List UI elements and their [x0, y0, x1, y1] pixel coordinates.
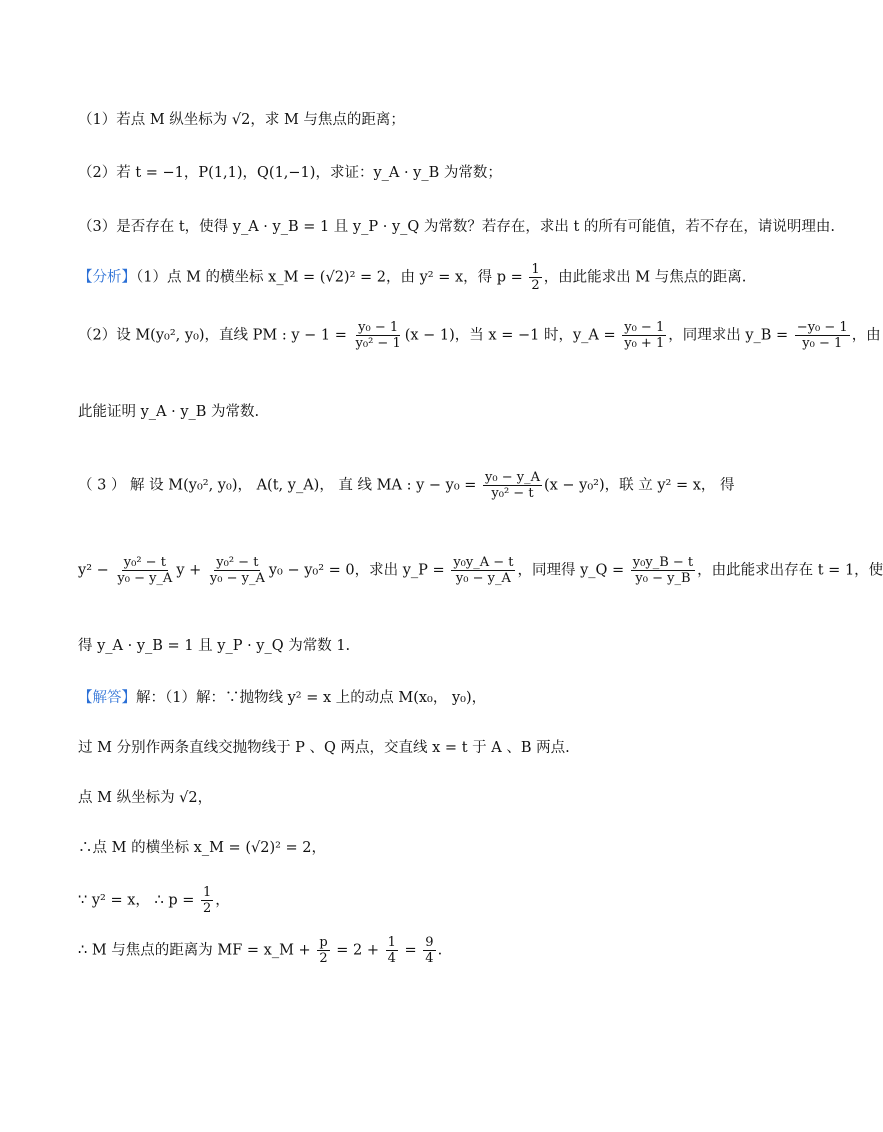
numerator: y₀ − y_A — [485, 470, 540, 485]
solution-line-3: 点 M 纵坐标为 √2， — [78, 790, 213, 806]
question-3: （3）是否存在 t，使得 y_A · y_B = 1 且 y_P · y_Q 为常数？若存在，求出 t 的所有可能值，若不存在，请说明理由. — [78, 219, 836, 235]
analysis-3-text-g: ，同理得 y_Q = — [517, 562, 629, 579]
numerator: 1 — [531, 262, 540, 277]
numerator: 1 — [202, 885, 212, 900]
numerator: y₀² − t — [123, 555, 166, 570]
analysis-part-3-line-1 — [78, 470, 740, 501]
solution-line-5 — [78, 885, 740, 916]
numerator: y₀ − 1 — [358, 320, 399, 335]
fraction — [451, 555, 515, 586]
denominator: y₀ − y_A — [209, 571, 265, 586]
fraction — [529, 262, 541, 293]
fraction — [795, 320, 850, 351]
denominator: y₀ − 1 — [802, 336, 843, 351]
analysis-3-text-b: MA : y − y₀ = — [376, 477, 482, 494]
denominator: 2 — [202, 901, 212, 916]
fraction — [622, 320, 666, 351]
analysis-part-3-line-3: 得 y_A · y_B = 1 且 y_P · y_Q 为常数 1. — [78, 638, 351, 654]
numerator: 9 — [425, 935, 434, 950]
fraction — [354, 320, 403, 351]
fraction — [208, 555, 267, 586]
denominator: y₀² − t — [491, 486, 534, 501]
numerator: y₀² − t — [216, 555, 259, 570]
denominator: y₀ − y_B — [635, 571, 691, 586]
denominator: y₀² − 1 — [355, 336, 401, 351]
fraction — [483, 470, 542, 501]
solution-5-text-b: ， — [215, 892, 230, 909]
analysis-part-1 — [78, 262, 747, 293]
solution-6-text-a: ∴ M 与焦点的距离为 MF = x_M + — [78, 942, 316, 959]
fraction — [423, 935, 435, 966]
denominator: y₀ − y_A — [117, 571, 173, 586]
analysis-1-text-a: （1）点 M 的横坐标 x_M = (√2)² = 2，由 y² = x，得 p = — [136, 269, 528, 286]
analysis-part-2 — [78, 320, 881, 351]
numerator: −y₀ − 1 — [796, 320, 848, 335]
numerator: y₀ − 1 — [624, 320, 665, 335]
analysis-3-text-a: （ 3 ） 解 设 M(y₀², y₀)， A(t, y_A)， 直 线 — [78, 477, 373, 494]
analysis-2-text-a: （2）设 M(y₀², y₀)，直线 PM : y − 1 = — [78, 327, 352, 344]
solution-6-text-c: = — [399, 942, 422, 959]
solution-text-1: 解：（1）解：∵抛物线 y² = x 上的动点 M(x₀， y₀)， — [136, 690, 487, 706]
numerator: 1 — [387, 935, 396, 950]
analysis-1-text-b: ，由此能求出 M 与焦点的距离. — [543, 269, 747, 286]
solution-6-text-d: . — [437, 942, 443, 959]
denominator: y₀ − y_A — [455, 571, 511, 586]
analysis-tag: 【分析】 — [78, 269, 136, 286]
fraction — [631, 555, 695, 586]
analysis-2-text-d: ，由 — [851, 327, 881, 344]
fraction — [115, 555, 174, 586]
analysis-3-text-e: y + — [176, 562, 206, 579]
denominator: y₀ + 1 — [624, 336, 665, 351]
denominator: 4 — [387, 951, 396, 966]
solution-line-2: 过 M 分别作两条直线交抛物线于 P 、Q 两点，交直线 x = t 于 A 、B 两点. — [78, 740, 570, 756]
analysis-part-2-cont: 此能证明 y_A · y_B 为常数. — [78, 404, 260, 420]
analysis-2-text-c: ，同理求出 y_B = — [668, 327, 793, 344]
analysis-part-3-line-2 — [78, 555, 883, 586]
analysis-2-text-b: (x − 1)，当 x = −1 时，y_A = — [404, 327, 621, 344]
question-2: （2）若 t = −1，P(1,1)，Q(1,−1)，求证：y_A · y_B 为常数； — [78, 165, 502, 181]
solution-tag: 【解答】 — [78, 690, 136, 706]
solution-line-6 — [78, 935, 740, 966]
denominator: 2 — [531, 278, 540, 293]
denominator: 2 — [319, 951, 328, 966]
solution-line-4: ∴点 M 的横坐标 x_M = (√2)² = 2， — [78, 840, 327, 856]
question-1: （1）若点 M 纵坐标为 √2，求 M 与焦点的距离； — [78, 112, 405, 128]
fraction — [201, 885, 213, 916]
solution-6-text-b: = 2 + — [331, 942, 384, 959]
denominator: 4 — [425, 951, 434, 966]
analysis-3-text-h: ，由此能求出存在 t = 1，使 — [697, 562, 883, 579]
solution-5-text-a: ∵ y² = x， ∴ p = — [78, 892, 199, 909]
fraction — [386, 935, 398, 966]
analysis-3-text-f: y₀ − y₀² = 0，求出 y_P = — [268, 562, 450, 579]
numerator: y₀y_B − t — [632, 555, 694, 570]
solution-line-1 — [78, 688, 740, 708]
analysis-3-text-c: (x − y₀²)，联 立 y² = x， 得 — [543, 477, 735, 494]
numerator: p — [319, 935, 328, 950]
fraction — [317, 935, 329, 966]
numerator: y₀y_A − t — [453, 555, 514, 570]
analysis-3-text-d: y² − — [78, 562, 114, 579]
